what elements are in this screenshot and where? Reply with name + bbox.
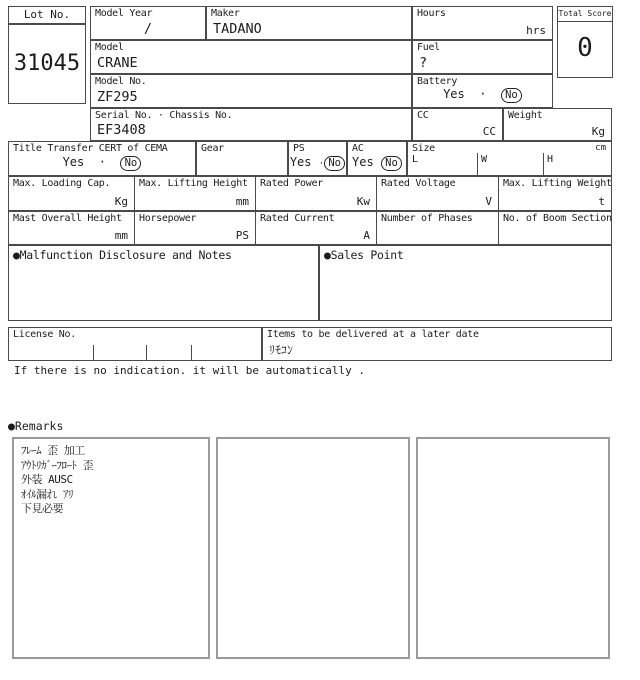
hours-unit: hrs [526,24,546,37]
ac-label: AC [352,143,364,154]
remarks-box-2 [216,437,410,659]
spec-unit: V [485,195,492,208]
battery-label: Battery [417,76,458,87]
gear-label: Gear [201,143,224,154]
horsepower-cell [134,211,256,245]
ps-cell [288,141,347,176]
license-divider-2 [146,345,147,361]
total-score-box [557,6,613,78]
max-lifting-weight-cell [498,176,612,211]
weight-cell [503,108,612,141]
model-year-label: Model Year [95,8,153,19]
remarks-box-1 [12,437,210,659]
title-transfer-no-circled: No [120,156,141,171]
malfunction-disclosure-box [8,245,319,321]
serial-no-label: Serial No. · Chassis No. [95,110,233,121]
ps-label: PS [293,143,305,154]
spec-label: Max. Lifting Height [139,178,248,189]
serial-no-cell [90,108,412,141]
size-label: Size [412,143,435,154]
spec-label: Rated Voltage [381,178,456,189]
lot-no-header-cell [8,6,86,24]
ps-no-circled: No [324,156,345,171]
cc-cell [412,108,503,141]
spec-unit: Kg [114,195,128,208]
size-unit: cm [595,143,606,153]
title-transfer-label: Title Transfer CERT of CEMA [13,143,168,154]
battery-cell [412,74,553,108]
max-loading-cap-cell [8,176,135,211]
spec-unit: mm [114,229,128,242]
spec-label: Horsepower [139,213,197,224]
gear-cell [196,141,288,176]
later-items-cell [262,327,612,361]
mast-overall-height-cell [8,211,135,245]
total-score-value: 0 [577,33,593,63]
spec-unit: mm [235,195,249,208]
hours-cell [412,6,553,40]
weight-unit: Kg [591,125,605,138]
spec-unit: t [598,195,605,208]
size-h-label: H [547,154,554,165]
ps-yesno: Yes · No [289,155,346,171]
spec-label: Rated Current [260,213,335,224]
ac-yesno: Yes No [348,155,406,171]
remark-line: ｵｲﾙ漏れ ｱﾘ [21,487,74,501]
spec-unit: PS [235,229,249,242]
later-items-value: ﾘﾓｺﾝ [269,343,294,357]
model-year-cell [90,6,206,40]
fuel-label: Fuel [417,42,440,53]
serial-no-value: EF3408 [97,122,146,138]
lot-no-value: 31045 [13,51,81,76]
spec-label: Max. Lifting Weight [503,178,612,189]
title-transfer-yesno: Yes · No [9,155,195,171]
lot-no-value-cell [8,24,86,104]
size-l-label: L [412,154,419,165]
license-no-cell [8,327,262,361]
number-of-phases-cell [376,211,499,245]
spec-label: Max. Loading Cap. [13,178,111,189]
title-transfer-cell [8,141,196,176]
remarks-title: ●Remarks [8,419,64,433]
spec-unit: Kw [356,195,370,208]
model-no-label: Model No. [95,76,147,87]
hours-label: Hours [417,8,446,19]
remark-line: ｱｳﾄﾘｶﾞｰﾌﾛｰﾄ 歪 [21,458,94,472]
model-no-cell [90,74,412,108]
spec-label: Rated Power [260,178,323,189]
rated-voltage-cell [376,176,499,211]
battery-yesno: Yes · No [413,87,552,103]
boom-section-cell [498,211,612,245]
remark-line: 下見必要 [21,502,63,515]
maker-cell [206,6,412,40]
remark-line: 外装 AUSC [21,473,73,486]
battery-no-circled: No [501,88,522,103]
model-cell [90,40,412,74]
model-label: Model [95,42,124,53]
ac-no-circled: No [381,156,402,171]
license-divider-3 [191,345,192,361]
rated-power-cell [255,176,377,211]
maker-value: TADANO [213,21,262,37]
rated-current-cell [255,211,377,245]
sales-point-box [319,245,612,321]
remarks-box-3 [416,437,610,659]
lot-no-label: Lot No. [23,8,71,21]
size-w-label: W [481,154,488,165]
weight-label: Weight [508,110,543,121]
cc-label: CC [417,110,429,121]
malfunction-disclosure-label: ●Malfunction Disclosure and Notes [13,248,232,262]
max-lifting-height-cell [134,176,256,211]
model-value: CRANE [97,55,138,71]
fuel-cell [412,40,553,74]
model-no-value: ZF295 [97,89,138,105]
spec-label: No. of Boom Section [503,213,612,224]
spec-label: Mast Overall Height [13,213,122,224]
remark-line: ﾌﾚｰﾑ 歪 加工 [21,444,85,457]
license-no-label: License No. [13,329,76,340]
ac-cell [347,141,407,176]
spec-unit: A [363,229,370,242]
model-year-value: / [143,21,153,37]
fuel-value: ? [419,55,428,71]
size-cell [407,141,612,176]
size-divider-wh [543,153,544,176]
maker-label: Maker [211,8,240,19]
cc-unit: CC [482,125,496,138]
sales-point-label: ●Sales Point [324,248,404,262]
total-score-label: Total Score [558,7,612,22]
license-divider-1 [93,345,94,361]
size-divider-lw [477,153,478,176]
later-items-label: Items to be delivered at a later date [267,329,479,340]
auto-note: If there is no indication. it will be automatically . [14,364,365,377]
spec-label: Number of Phases [381,213,473,224]
